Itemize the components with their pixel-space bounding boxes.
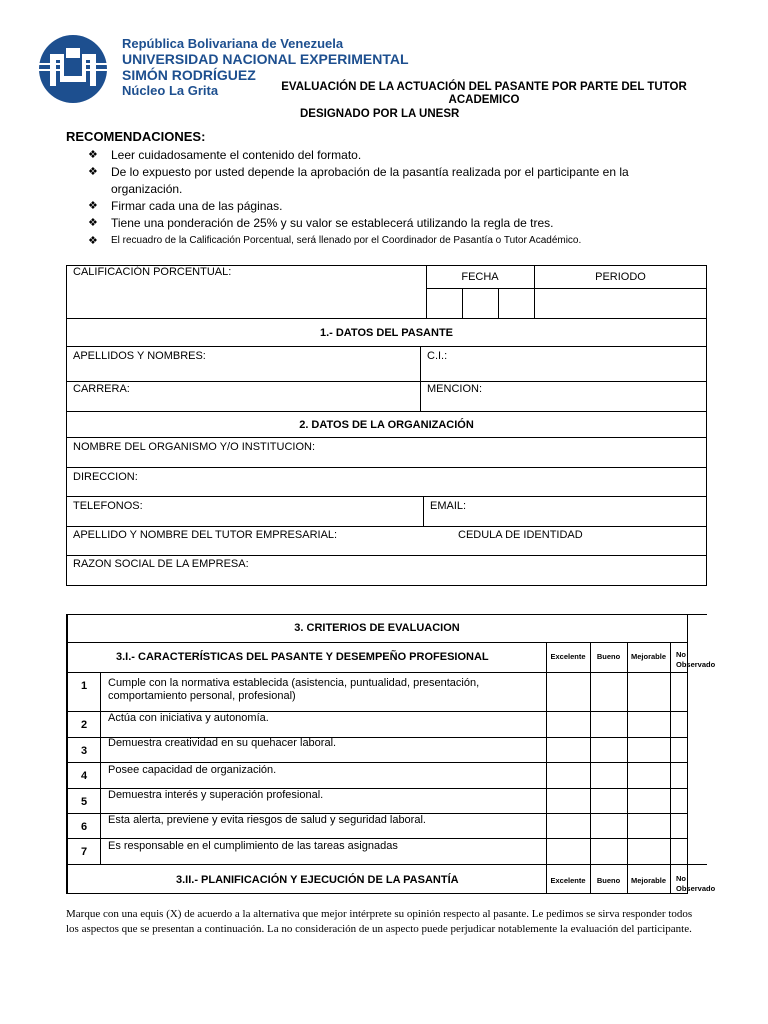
recommendations-heading: RECOMENDACIONES:	[66, 129, 206, 144]
instructions-paragraph: Marque con una equis (X) de acuerdo a la alternativa que mejor intérprete su opinión respecto al pasante. Le pedimos se sirva responder todos los aspectos que se presentan a continuación. La no consideración de un aspecto puede perjudicar notablemente la evaluación del participante.	[66, 908, 693, 935]
list-item: ❖ El recuadro de la Calificación Porcentual, será llenado por el Coordinador de Pasantía o Tutor Académico.	[88, 235, 582, 247]
list-item: ❖ De lo expuesto por usted depende la aprobación de la pasantía realizada por el participante en la organización.	[88, 165, 629, 196]
unesr-logo-icon	[32, 34, 114, 104]
ci-field[interactable]: C.I.:	[427, 350, 448, 362]
document-title: EVALUACIÓN DE LA ACTUACIÓN DEL PASANTE POR PARTE DEL TUTOR ACADEMICO	[281, 81, 687, 106]
column-mejorable: Mejorable	[630, 652, 666, 661]
column-bueno: Bueno	[596, 876, 621, 885]
row-number: 3	[80, 745, 88, 757]
tutor-empresarial-field[interactable]: APELLIDO Y NOMBRE DEL TUTOR EMPRESARIAL:	[73, 529, 338, 541]
carrera-field[interactable]: CARRERA:	[73, 383, 130, 395]
criterion-text: Posee capacidad de organización.	[108, 764, 277, 776]
diamond-bullet-icon: ❖	[88, 200, 98, 212]
diamond-bullet-icon: ❖	[88, 166, 98, 178]
cedula-field[interactable]: CEDULA DE IDENTIDAD	[458, 529, 583, 541]
column-excelente: Excelente	[550, 876, 586, 885]
column-no-observado: No Observado	[676, 650, 716, 669]
section-2-title: 2. DATOS DE LA ORGANIZACIÓN	[299, 419, 474, 431]
criterion-text: Esta alerta, previene y evita riesgos de salud y seguridad laboral.	[108, 814, 426, 826]
diamond-bullet-icon: ❖	[88, 235, 98, 247]
recommendations-list	[88, 147, 688, 248]
fecha-day-field[interactable]	[427, 289, 462, 318]
row-number: 6	[80, 821, 88, 833]
list-item: ❖ Tiene una ponderación de 25% y su valor se establecerá utilizando la regla de tres.	[88, 216, 554, 230]
document-subtitle: DESIGNADO POR LA UNESR	[300, 108, 460, 120]
fecha-label: FECHA	[461, 271, 499, 283]
column-excelente: Excelente	[550, 652, 586, 661]
calificacion-field[interactable]: CALIFICACIÓN PORCENTUAL:	[73, 266, 232, 278]
email-field[interactable]: EMAIL:	[430, 500, 467, 512]
periodo-field[interactable]	[535, 289, 706, 318]
row-number: 1	[80, 680, 88, 692]
institution-line-4: Núcleo La Grita	[122, 83, 219, 98]
column-mejorable: Mejorable	[630, 876, 666, 885]
row-number: 7	[80, 846, 88, 858]
subsection-2-title: 3.II.- PLANIFICACIÓN Y EJECUCIÓN DE LA PASANTÍA	[176, 874, 459, 886]
mencion-field[interactable]: MENCION:	[427, 383, 482, 395]
criterion-text: Cumple con la normativa establecida (asistencia, puntualidad, presentación, comportamiento personal, profesional)	[108, 677, 480, 702]
diamond-bullet-icon: ❖	[88, 149, 98, 161]
column-bueno: Bueno	[596, 652, 621, 661]
razon-social-field[interactable]: RAZON SOCIAL DE LA EMPRESA:	[73, 558, 249, 570]
subsection-1-title: 3.I.- CARACTERÍSTICAS DEL PASANTE Y DESEMPEÑO PROFESIONAL	[116, 651, 489, 663]
fecha-year-field[interactable]	[499, 289, 534, 318]
list-item: ❖ Firmar cada una de las páginas.	[88, 199, 283, 213]
direccion-field[interactable]: DIRECCION:	[73, 471, 138, 483]
criteria-title: 3. CRITERIOS DE EVALUACION	[294, 622, 460, 634]
institution-line-1: República Bolivariana de Venezuela	[122, 36, 344, 51]
criterion-text: Demuestra interés y superación profesional.	[108, 789, 324, 801]
column-no-observado: No Observado	[676, 874, 716, 893]
criterion-text: Demuestra creatividad en su quehacer laboral.	[108, 737, 337, 749]
fecha-month-field[interactable]	[463, 289, 498, 318]
criterion-text: Es responsable en el cumplimiento de las tareas asignadas	[108, 840, 398, 852]
list-item: ❖ Leer cuidadosamente el contenido del formato.	[88, 148, 362, 162]
institution-line-2: UNIVERSIDAD NACIONAL EXPERIMENTAL	[122, 51, 409, 67]
row-number: 2	[80, 719, 88, 731]
organismo-field[interactable]: NOMBRE DEL ORGANISMO Y/O INSTITUCION:	[73, 441, 316, 453]
periodo-label: PERIODO	[595, 271, 646, 283]
telefonos-field[interactable]: TELEFONOS:	[73, 500, 143, 512]
apellidos-field[interactable]: APELLIDOS Y NOMBRES:	[73, 350, 206, 362]
section-1-title: 1.- DATOS DEL PASANTE	[319, 327, 454, 339]
diamond-bullet-icon: ❖	[88, 217, 98, 229]
row-number: 5	[80, 796, 88, 808]
row-number: 4	[80, 770, 88, 782]
institution-line-3: SIMÓN RODRÍGUEZ	[122, 67, 256, 83]
criterion-text: Actúa con iniciativa y autonomía.	[108, 712, 269, 724]
